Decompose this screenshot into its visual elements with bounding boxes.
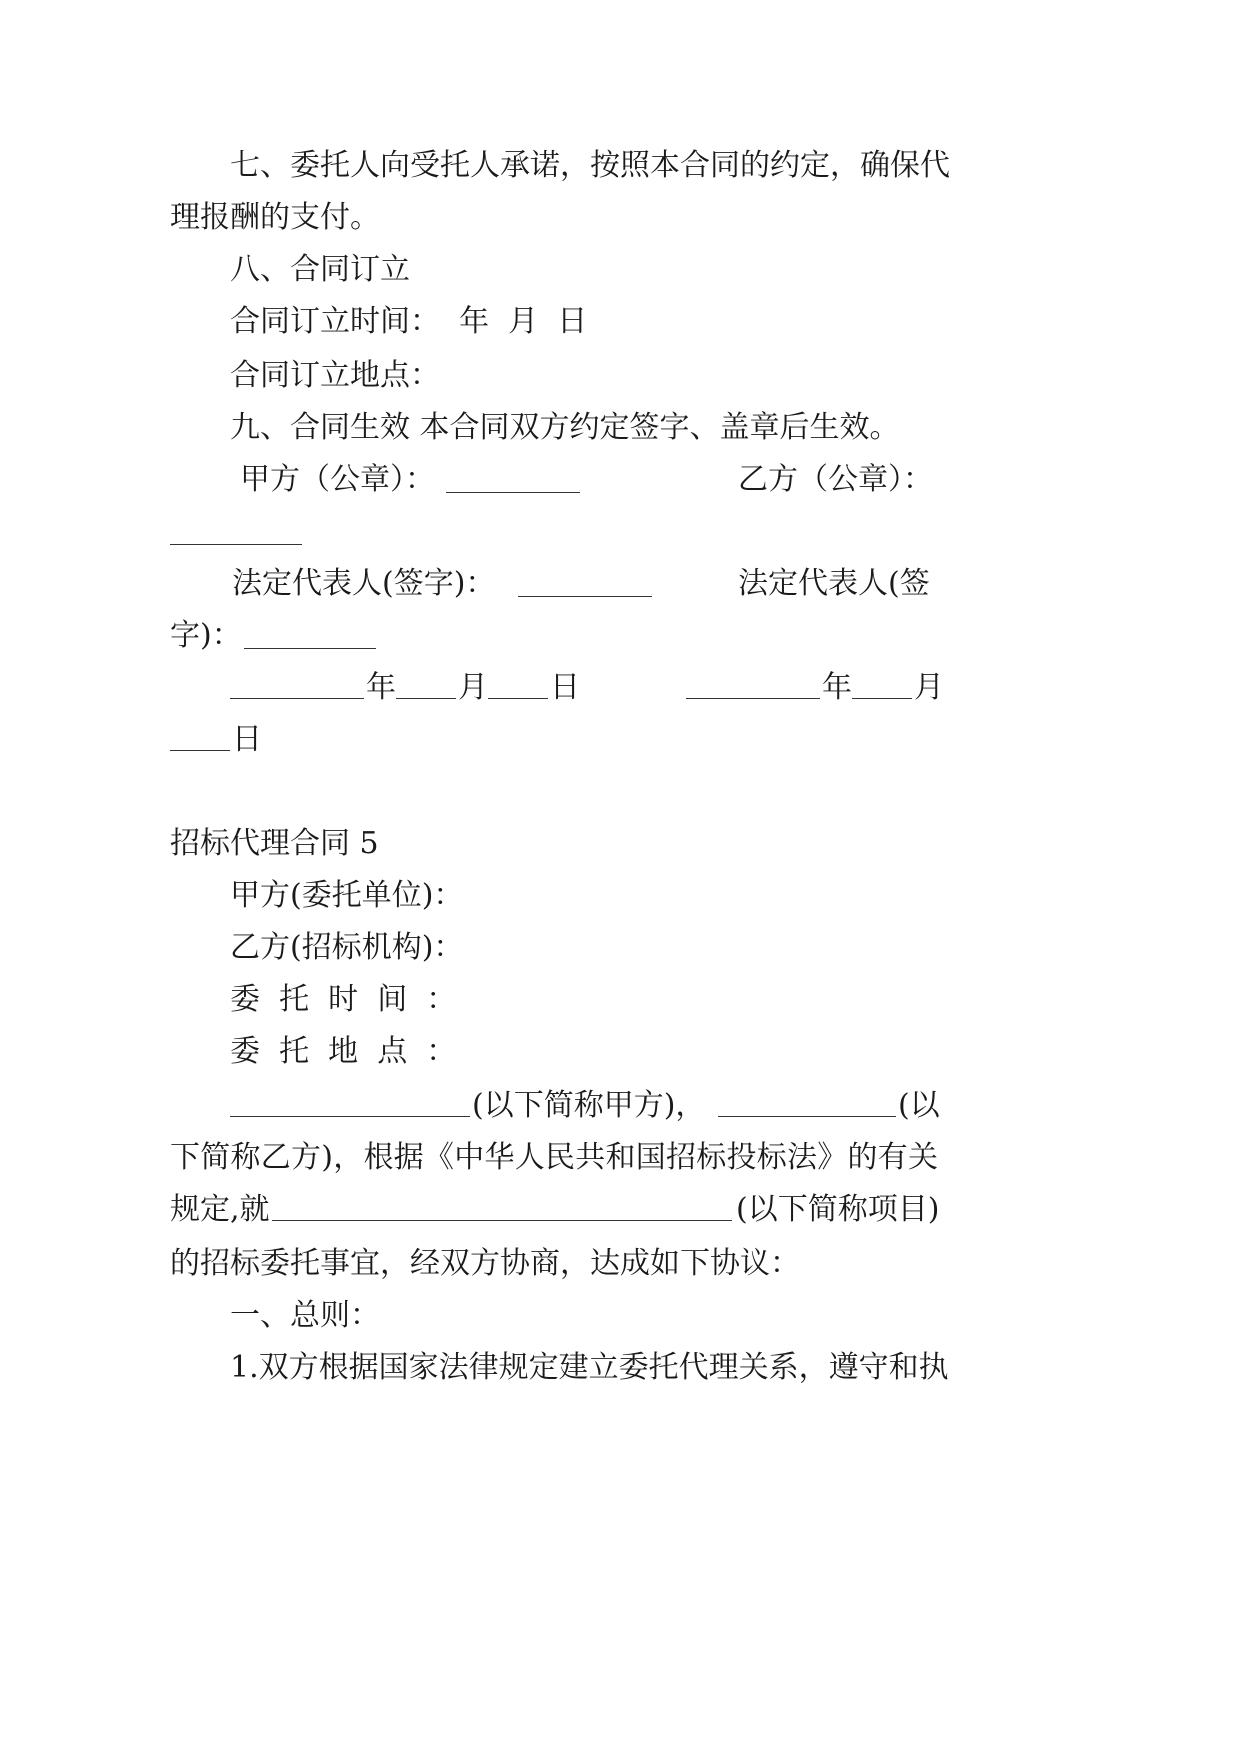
contract5-paragraph-line3a: 规定,就 [170, 1192, 270, 1227]
party-a-year-label: 年 [366, 670, 396, 705]
party-b-legal-rep-label-b: 字)： [170, 618, 242, 653]
party-a-day-label: 日 [550, 670, 580, 705]
party-b-day-label: 日 [232, 722, 262, 757]
section7-line1: 七、委托人向受托人承诺，按照本合同的约定，确保代 [230, 148, 950, 183]
party-a-legal-rep-blank [518, 574, 652, 597]
party-b-month-label: 月 [914, 670, 944, 705]
section8-heading: 八、合同订立 [230, 252, 410, 287]
contract5-party-b: 乙方(招标机构)： [230, 930, 464, 965]
contract5-paragraph-line4: 的招标委托事宜，经双方协商，达成如下协议： [170, 1246, 800, 1281]
contract-signing-time: 合同订立时间： 年 月 日 [230, 304, 588, 339]
clause-1: 1.双方根据国家法律规定建立委托代理关系，遵守和执 [230, 1350, 949, 1385]
party-a-year-blank [230, 676, 364, 699]
contract-signing-place: 合同订立地点： [230, 358, 440, 393]
party-a-seal-blank [446, 470, 580, 493]
contract5-paragraph-line3b: (以下简称项目) [736, 1192, 940, 1227]
section9-effective: 九、合同生效 本合同双方约定签字、盖章后生效。 [230, 410, 900, 445]
party-b-seal-blank [170, 522, 302, 545]
party-b-year-blank [686, 676, 820, 699]
contract5-entrust-place: 委 托 地 点 ： [230, 1034, 457, 1069]
party-a-day-blank [488, 676, 548, 699]
abbr-party-a: (以下简称甲方)， [472, 1088, 706, 1123]
party-b-seal-label: 乙方（公章）： [738, 462, 933, 497]
party-a-seal-label: 甲方（公章）： [240, 462, 435, 497]
section7-line2: 理报酬的支付。 [170, 200, 380, 235]
party-b-name-blank [718, 1094, 896, 1117]
party-b-day-blank [170, 728, 230, 751]
contract5-party-a: 甲方(委托单位)： [230, 878, 464, 913]
party-b-month-blank [852, 676, 912, 699]
party-b-legal-rep-blank [244, 626, 376, 649]
contract5-paragraph-line2: 下简称乙方)，根据《中华人民共和国招标投标法》的有关 [170, 1140, 938, 1175]
party-a-legal-rep-label: 法定代表人(签字)： [232, 566, 496, 601]
project-name-blank [272, 1198, 732, 1221]
party-b-year-label: 年 [822, 670, 852, 705]
party-a-month-label: 月 [458, 670, 488, 705]
general-heading: 一、总则： [230, 1298, 380, 1333]
contract5-title: 招标代理合同 5 [170, 826, 379, 861]
party-b-legal-rep-label-a: 法定代表人(签 [738, 566, 930, 601]
abbr-party-b-a: (以 [898, 1088, 940, 1123]
contract5-entrust-time: 委 托 时 间 ： [230, 982, 457, 1017]
party-a-month-blank [396, 676, 456, 699]
party-a-name-blank [230, 1094, 470, 1117]
